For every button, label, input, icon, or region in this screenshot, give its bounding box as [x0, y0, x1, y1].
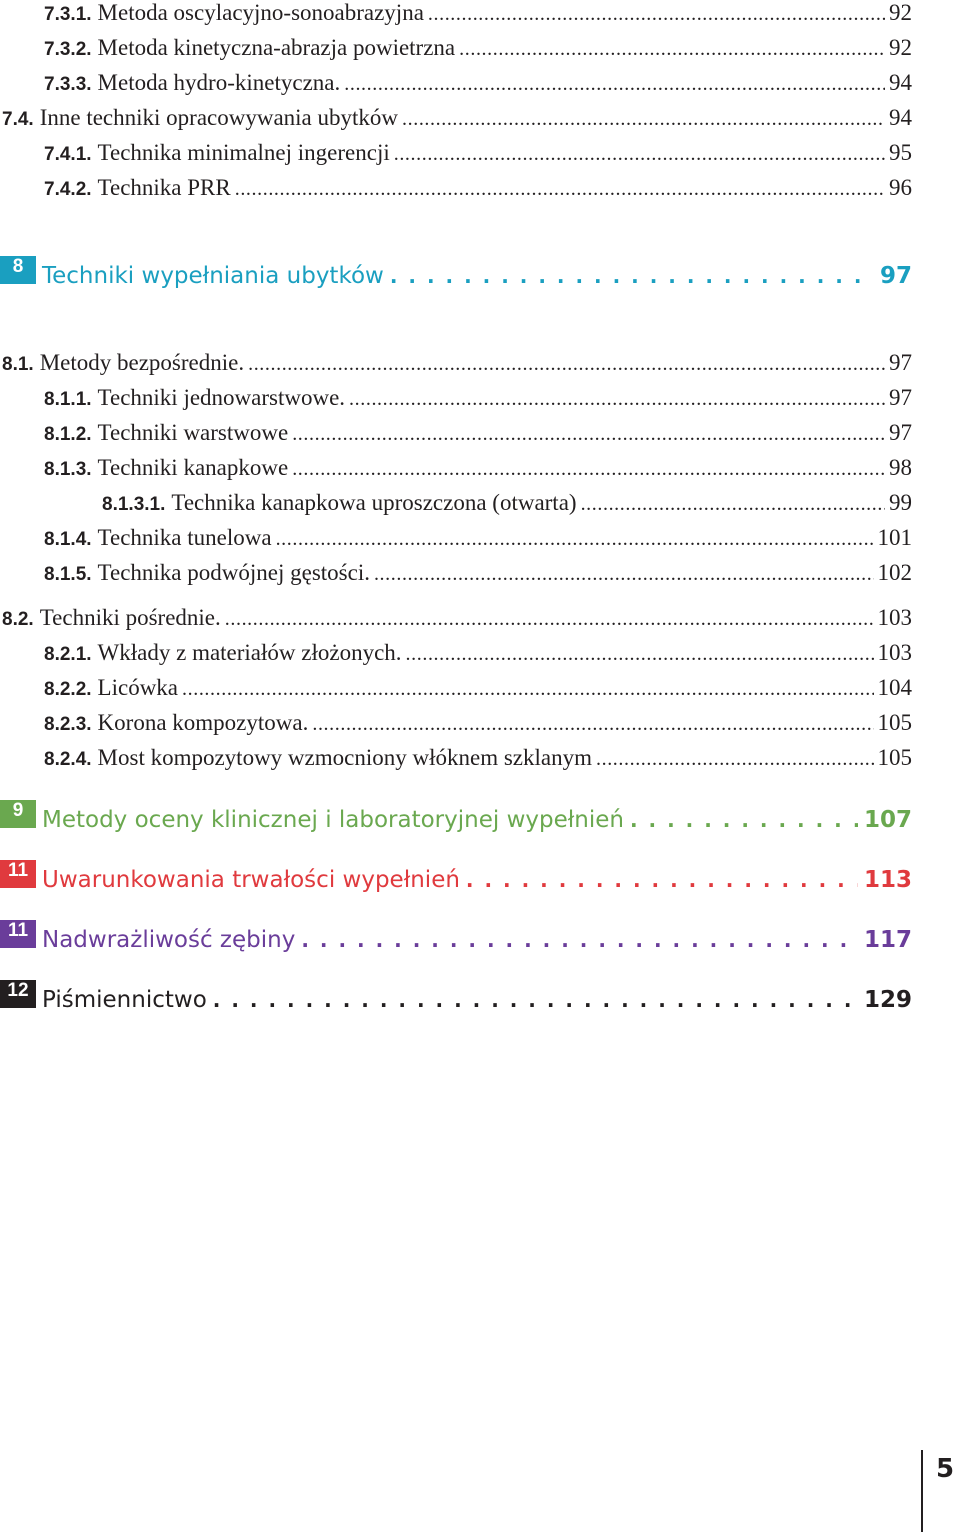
- entry-title: Wkłady z materiałów złożonych.: [97, 640, 402, 665]
- entry-title: Techniki jednowarstwowe.: [97, 385, 346, 410]
- entry-number: 8.2.1.: [44, 644, 92, 665]
- entry-number: 7.4.2.: [44, 179, 92, 200]
- entry-title: Techniki kanapkowe: [97, 455, 289, 480]
- dot-leader: [301, 928, 858, 952]
- dot-leader: [213, 988, 858, 1012]
- dot-leader: [459, 38, 885, 61]
- chapter-11-heading-hypersensitivity[interactable]: [0, 920, 912, 960]
- dot-leader: [292, 423, 885, 446]
- chapter-title: Techniki wypełniania ubytków: [42, 263, 384, 289]
- entry-number: 8.1.1.: [44, 389, 92, 410]
- toc-entry-8-1[interactable]: [0, 350, 912, 382]
- toc-entry-8-2-1[interactable]: [0, 640, 912, 672]
- entry-page: 105: [877, 710, 912, 735]
- chapter-title: Metody oceny klinicznej i laboratoryjnej wypełnień: [42, 807, 624, 833]
- chapter-title: Uwarunkowania trwałości wypełnień: [42, 867, 460, 893]
- chapter-badge: 8: [0, 256, 36, 284]
- chapter-badge: 11: [0, 860, 36, 888]
- entry-title: Metoda kinetyczna-abrazja powietrzna: [97, 35, 456, 60]
- toc-entry-7-3-2[interactable]: [0, 35, 912, 67]
- entry-number: 8.1.2.: [44, 424, 92, 445]
- entry-page: 102: [877, 560, 912, 585]
- entry-title: Techniki pośrednie.: [39, 605, 221, 630]
- entry-number: 8.1.3.: [44, 459, 92, 480]
- chapter-page: 113: [863, 867, 912, 893]
- dot-leader: [428, 3, 885, 26]
- toc-entry-7-4-2[interactable]: [0, 175, 912, 207]
- entry-page: 97: [889, 350, 912, 375]
- entry-number: 8.1.4.: [44, 529, 92, 550]
- entry-page: 99: [889, 490, 912, 515]
- dot-leader: [248, 353, 885, 376]
- entry-title: Korona kompozytowa.: [97, 710, 309, 735]
- toc-entry-8-2[interactable]: [0, 605, 912, 637]
- chapter-badge: 11: [0, 920, 36, 948]
- entry-page: 103: [877, 605, 912, 630]
- entry-title: Techniki warstwowe: [97, 420, 289, 445]
- entry-number: 7.3.2.: [44, 39, 92, 60]
- dot-leader: [630, 808, 858, 832]
- entry-title: Metoda oscylacyjno-sonoabrazyjna: [97, 0, 424, 25]
- entry-title: Inne techniki opracowywania ubytków: [39, 105, 399, 130]
- dot-leader: [344, 73, 885, 96]
- entry-page: 94: [889, 70, 912, 95]
- chapter-title: Piśmiennictwo: [42, 987, 207, 1013]
- entry-page: 104: [877, 675, 912, 700]
- entry-title: Technika podwójnej gęstości.: [97, 560, 370, 585]
- entry-page: 92: [889, 35, 912, 60]
- dot-leader: [466, 868, 858, 892]
- entry-title: Metoda hydro-kinetyczna.: [97, 70, 341, 95]
- dot-leader: [225, 608, 874, 631]
- dot-leader: [596, 748, 874, 771]
- entry-title: Technika kanapkowa uproszczona (otwarta): [171, 490, 577, 515]
- toc-entry-8-2-2[interactable]: [0, 675, 912, 707]
- entry-number: 8.2.: [2, 609, 34, 630]
- toc-entry-8-1-3-1[interactable]: [0, 490, 912, 522]
- entry-page: 105: [877, 745, 912, 770]
- entry-page: 94: [889, 105, 912, 130]
- entry-title: Most kompozytowy wzmocniony włóknem szklanym: [97, 745, 592, 770]
- dot-leader: [276, 528, 874, 551]
- toc-entry-7-4[interactable]: [0, 105, 912, 137]
- chapter-page: 117: [863, 927, 912, 953]
- toc-entry-8-2-4[interactable]: [0, 745, 912, 777]
- chapter-badge: 9: [0, 800, 36, 828]
- entry-page: 97: [889, 385, 912, 410]
- entry-title: Metody bezpośrednie.: [39, 350, 245, 375]
- toc-entry-7-4-1[interactable]: [0, 140, 912, 172]
- dot-leader: [402, 108, 885, 131]
- toc-entry-8-1-5[interactable]: [0, 560, 912, 592]
- dot-leader: [312, 713, 873, 736]
- entry-title: Licówka: [97, 675, 179, 700]
- entry-page: 98: [889, 455, 912, 480]
- dot-leader: [374, 563, 874, 586]
- dot-leader: [406, 643, 874, 666]
- entry-number: 8.2.4.: [44, 749, 92, 770]
- chapter-12-heading[interactable]: [0, 980, 912, 1020]
- entry-number: 8.1.: [2, 354, 34, 375]
- chapter-8-heading[interactable]: [0, 256, 912, 296]
- dot-leader: [182, 678, 873, 701]
- dot-leader: [235, 178, 885, 201]
- chapter-title: Nadwrażliwość zębiny: [42, 927, 296, 953]
- entry-number: 8.1.3.1.: [102, 494, 166, 515]
- dot-leader: [349, 388, 885, 411]
- chapter-page: 129: [863, 987, 912, 1013]
- entry-number: 7.3.3.: [44, 74, 92, 95]
- entry-number: 8.2.2.: [44, 679, 92, 700]
- toc-entry-8-2-3[interactable]: [0, 710, 912, 742]
- entry-title: Technika minimalnej ingerencji: [97, 140, 390, 165]
- toc-entry-7-3-1[interactable]: [0, 0, 912, 32]
- toc-entry-8-1-2[interactable]: [0, 420, 912, 452]
- dot-leader: [390, 264, 874, 288]
- toc-entry-8-1-4[interactable]: [0, 525, 912, 557]
- dot-leader: [394, 143, 885, 166]
- entry-page: 101: [877, 525, 912, 550]
- chapter-11-heading-durability[interactable]: [0, 860, 912, 900]
- toc-entry-8-1-3[interactable]: [0, 455, 912, 487]
- entry-number: 7.3.1.: [44, 4, 92, 25]
- chapter-badge: 12: [0, 980, 36, 1008]
- toc-entry-8-1-1[interactable]: [0, 385, 912, 417]
- entry-page: 97: [889, 420, 912, 445]
- folio-rule: [921, 1450, 923, 1532]
- entry-number: 8.1.5.: [44, 564, 92, 585]
- entry-page: 95: [889, 140, 912, 165]
- entry-title: Technika PRR: [97, 175, 231, 200]
- dot-leader: [292, 458, 885, 481]
- toc-entry-7-3-3[interactable]: [0, 70, 912, 102]
- page-number: 5: [936, 1454, 955, 1484]
- chapter-page: 107: [863, 807, 912, 833]
- entry-title: Technika tunelowa: [97, 525, 272, 550]
- entry-page: 92: [889, 0, 912, 25]
- entry-number: 7.4.1.: [44, 144, 92, 165]
- chapter-page: 97: [879, 263, 912, 289]
- entry-page: 103: [877, 640, 912, 665]
- entry-number: 7.4.: [2, 109, 34, 130]
- entry-number: 8.2.3.: [44, 714, 92, 735]
- entry-page: 96: [889, 175, 912, 200]
- dot-leader: [581, 493, 885, 516]
- chapter-9-heading[interactable]: [0, 800, 912, 840]
